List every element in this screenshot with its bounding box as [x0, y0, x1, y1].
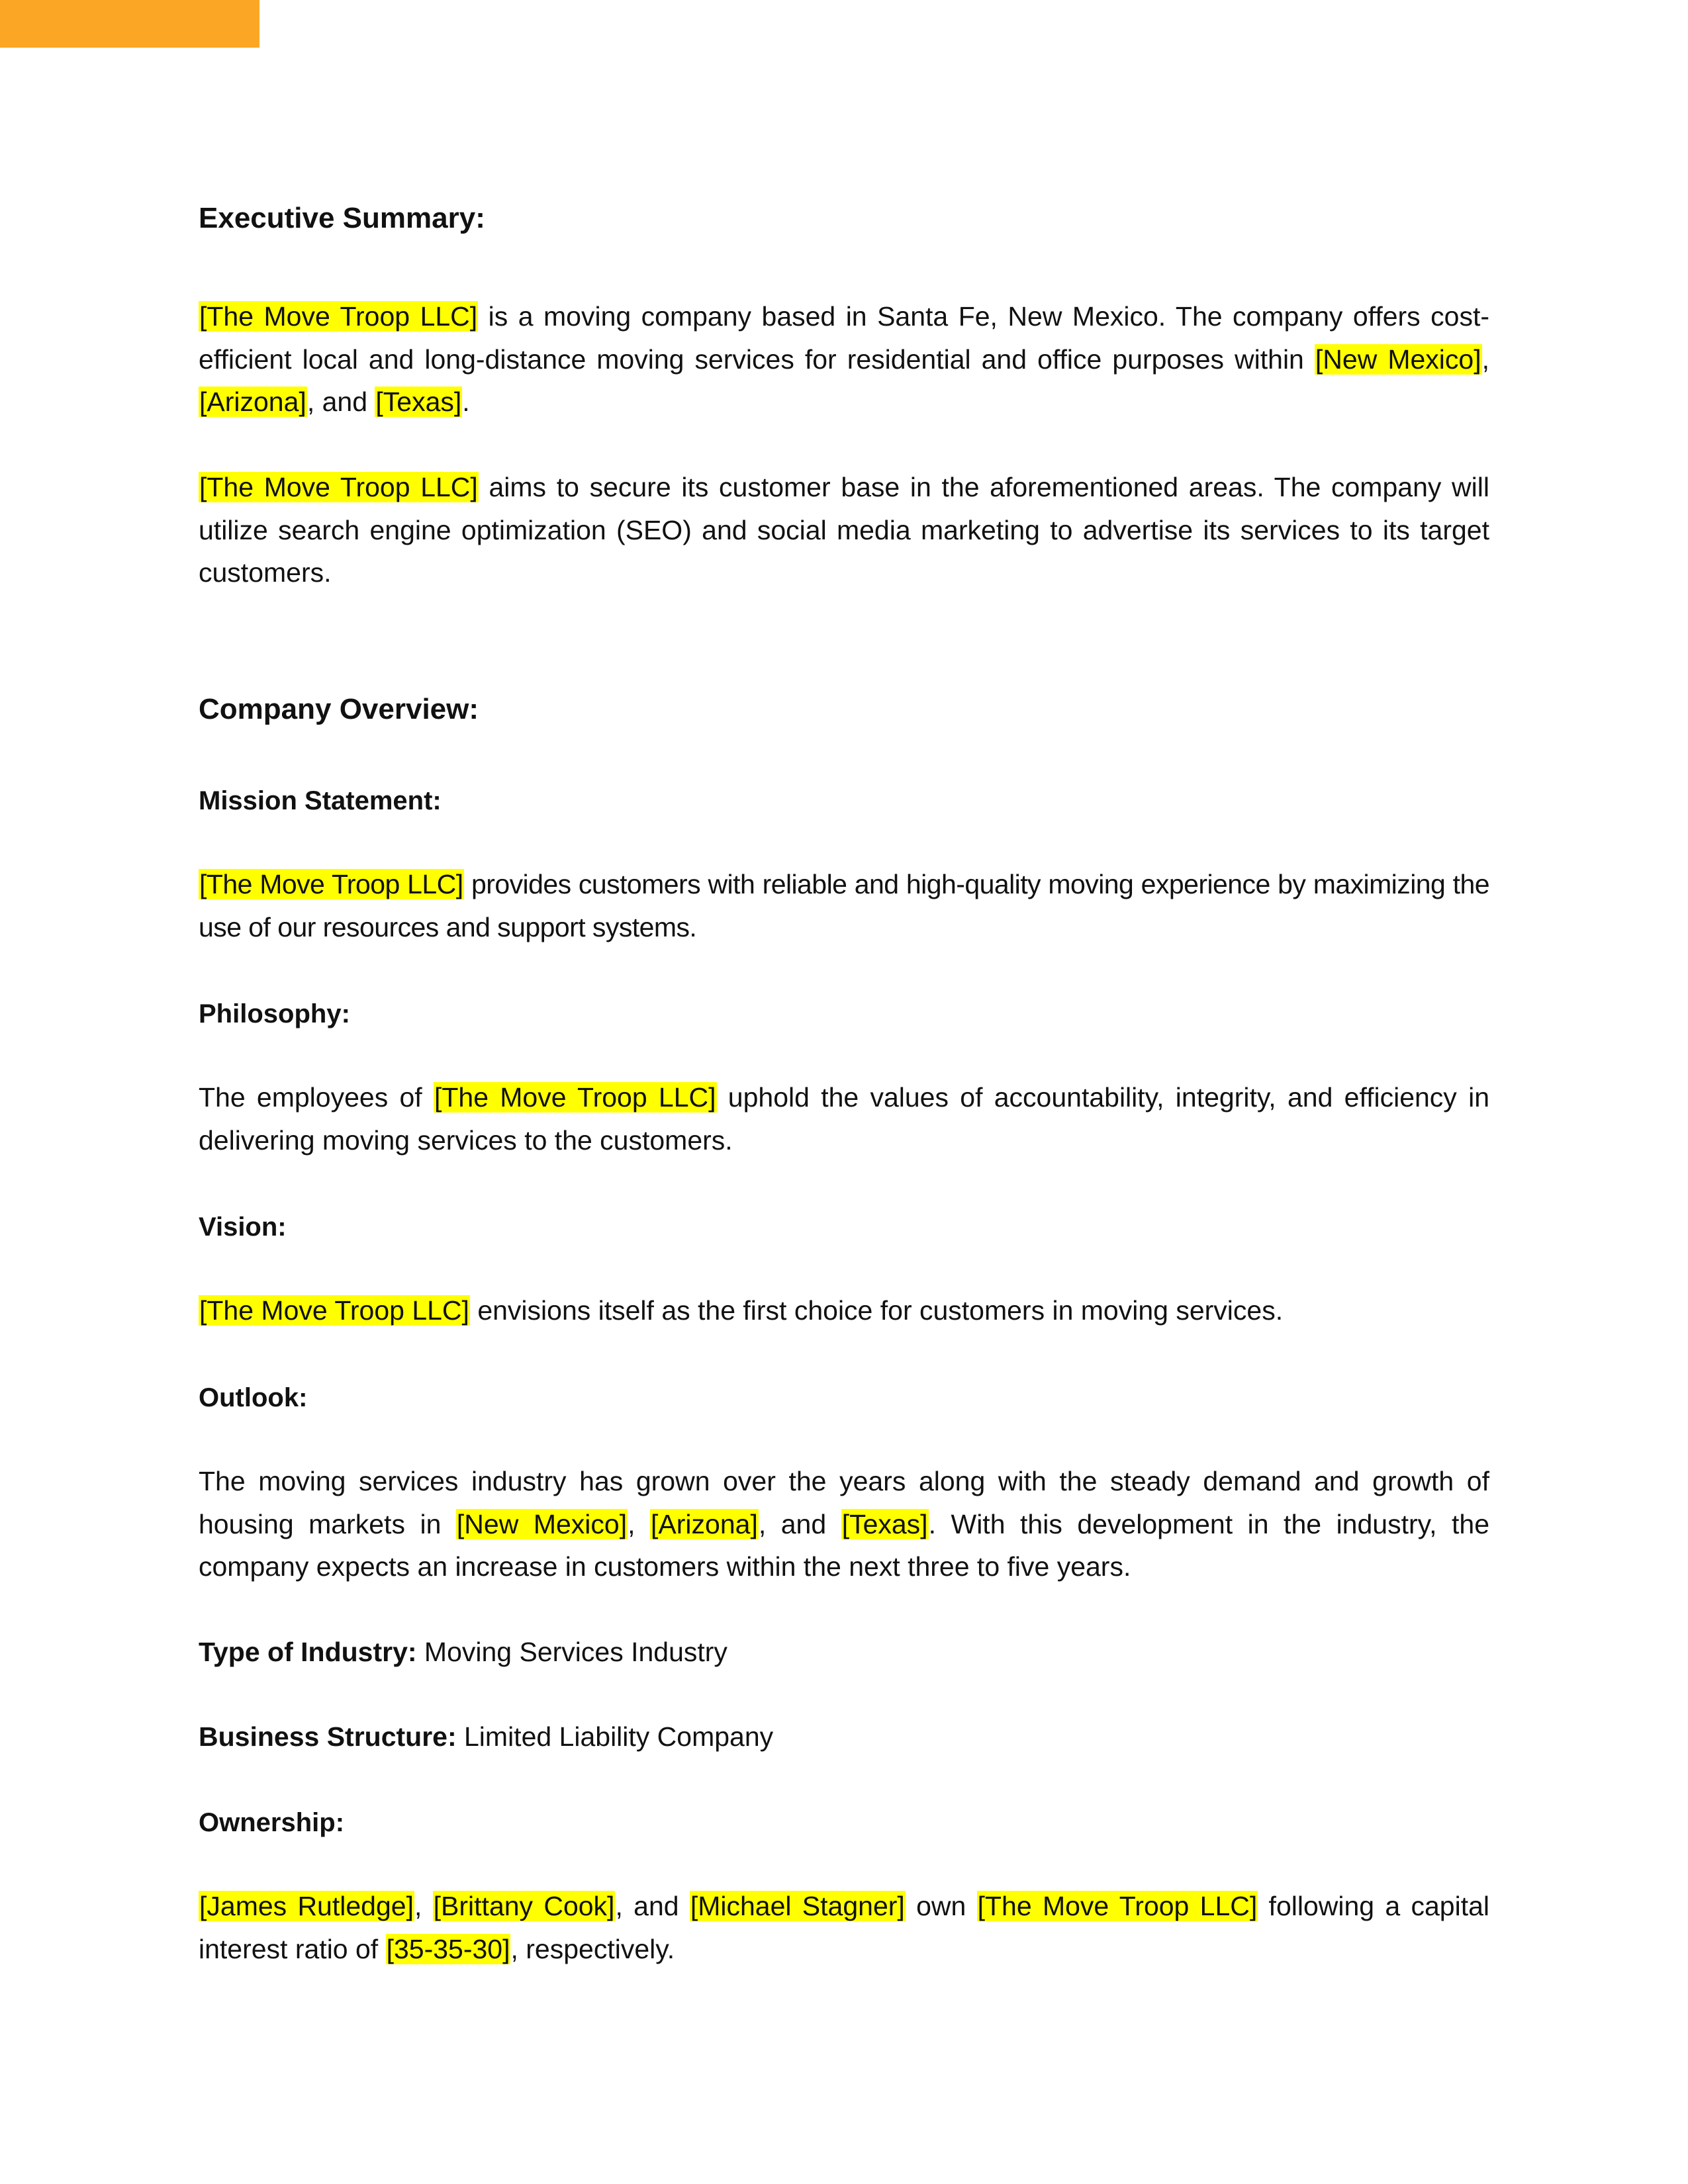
state-placeholder: [Arizona]: [199, 387, 306, 417]
paragraph-text: [199, 1076, 1489, 1161]
type-of-industry-label: Type of Industry:: [199, 1637, 417, 1667]
vision-heading: Vision:: [199, 1212, 287, 1242]
state-placeholder: [New Mexico]: [1315, 343, 1481, 375]
business-structure-line: [199, 1715, 1489, 1758]
text-span: , respectively.: [510, 1933, 675, 1964]
mission-paragraph: [199, 863, 1489, 948]
executive-summary-heading-block: [199, 197, 1489, 240]
company-name-placeholder: [The Move Troop LLC]: [199, 472, 478, 502]
state-placeholder: [New Mexico]: [456, 1508, 628, 1539]
outlook-heading: Outlook:: [199, 1383, 308, 1412]
text-span: , and: [615, 1891, 690, 1921]
company-name-placeholder: [The Move Troop LLC]: [977, 1891, 1258, 1921]
paragraph-text: [199, 295, 1489, 424]
company-overview-heading: Company Overview:: [199, 693, 479, 725]
text-span: The moving services industry has grown over the years along with the steady demand and growth of housing markets in: [199, 1466, 1489, 1539]
philosophy-heading: Philosophy:: [199, 999, 350, 1028]
philosophy-heading-block: [199, 993, 1489, 1035]
ratio-placeholder: [35-35-30]: [386, 1933, 510, 1964]
text-span: ,: [414, 1891, 433, 1921]
philosophy-paragraph: [199, 1076, 1489, 1161]
mission-heading-block: [199, 780, 1489, 822]
ownership-heading-block: [199, 1801, 1489, 1844]
mission-heading: Mission Statement:: [199, 786, 442, 815]
company-name-placeholder: [The Move Troop LLC]: [199, 869, 463, 899]
text-span: envisions itself as the first choice for customers in moving services.: [469, 1295, 1284, 1326]
text-span: The employees of: [199, 1082, 434, 1113]
vision-heading-block: [199, 1206, 1489, 1248]
paragraph-text: [199, 466, 1489, 594]
owner-placeholder: [Brittany Cook]: [433, 1891, 615, 1921]
paragraph-text: [199, 1715, 1489, 1758]
ownership-heading: Ownership:: [199, 1808, 345, 1837]
ownership-paragraph: [199, 1885, 1489, 1970]
text-span: ,: [628, 1508, 651, 1539]
company-name-placeholder: [The Move Troop LLC]: [434, 1082, 716, 1113]
state-placeholder: [Arizona]: [651, 1508, 758, 1539]
paragraph-text: [199, 1460, 1489, 1588]
text-span: provides customers with reliable and high-quality moving experience by maximizing the use of our resources and support systems.: [199, 869, 1489, 942]
state-placeholder: [Texas]: [375, 387, 462, 417]
executive-summary-paragraph-2: [199, 466, 1489, 594]
executive-summary-paragraph-1: [199, 295, 1489, 424]
paragraph-text: [199, 1885, 1489, 1970]
type-of-industry-value: Moving Services Industry: [416, 1637, 727, 1667]
text-span: , and: [758, 1508, 841, 1539]
executive-summary-heading: Executive Summary:: [199, 202, 485, 234]
text-span: is a moving company based in Santa Fe, New Mexico. The company offers cost-efficient local and long-distance moving services for residential and office purposes within: [199, 301, 1489, 375]
paragraph-text: [199, 1631, 1489, 1674]
header-accent-bar: [0, 0, 259, 48]
owner-placeholder: [Michael Stagner]: [690, 1891, 905, 1921]
type-of-industry-line: [199, 1631, 1489, 1674]
state-placeholder: [Texas]: [841, 1508, 928, 1539]
company-name-placeholder: [The Move Troop LLC]: [199, 1295, 469, 1326]
text-span: .: [462, 387, 470, 417]
text-span: . With this development in the industry, the company expects an increase in customers within the next three to five years.: [199, 1508, 1489, 1582]
text-span: following a capital interest ratio of: [199, 1891, 1490, 1964]
company-name-placeholder: [The Move Troop LLC]: [199, 301, 478, 332]
text-span: aims to secure its customer base in the aforementioned areas. The company will utilize search engine optimization (SEO) and social media marketing to advertise its services to its target customers.: [199, 472, 1489, 588]
paragraph-text: [199, 863, 1489, 948]
business-structure-label: Business Structure:: [199, 1721, 457, 1752]
vision-paragraph: [199, 1289, 1489, 1332]
text-span: ,: [1481, 343, 1489, 375]
text-span: own: [905, 1891, 977, 1921]
outlook-heading-block: [199, 1377, 1489, 1419]
text-span: , and: [306, 387, 375, 417]
business-structure-value: Limited Liability Company: [456, 1721, 774, 1752]
company-overview-heading-block: [199, 688, 1489, 731]
text-span: uphold the values of accountability, integrity, and efficiency in delivering moving services to the customers.: [199, 1082, 1489, 1156]
owner-placeholder: [James Rutledge]: [199, 1891, 414, 1921]
outlook-paragraph: [199, 1460, 1489, 1588]
paragraph-text: [199, 1289, 1489, 1332]
